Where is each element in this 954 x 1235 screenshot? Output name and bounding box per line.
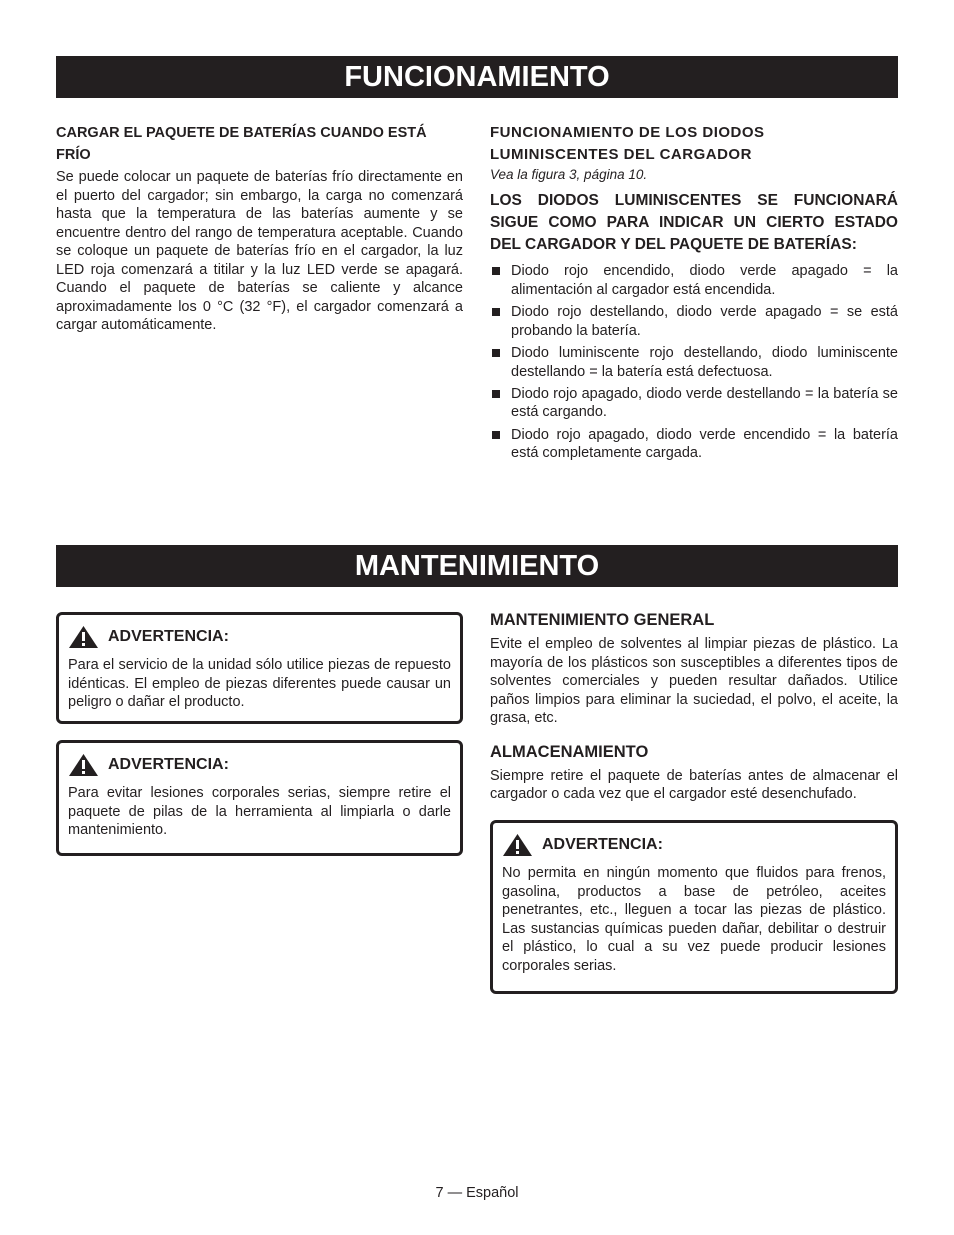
list-item: [490, 262, 898, 299]
bullet-square-icon: [492, 431, 500, 439]
warning-text: No permita en ningún momento que fluidos para frenos, gasolina, productos a base de petróleo, aceites penetrantes, etc., lleguen a tocar las piezas de plástico. Las sustancias químicas pueden dañar, debilitar o destruir el plástico, lo cual a su vez puede producir lesiones corporales serias.: [502, 865, 886, 974]
led-status-list: [490, 262, 898, 463]
warning-triangle-icon: [502, 833, 533, 857]
warning-header: [68, 625, 451, 649]
warning-title: ADVERTENCIA:: [542, 836, 663, 853]
bullet-square-icon: [492, 349, 500, 357]
storage-heading: ALMACENAMIENTO: [490, 742, 649, 761]
cold-battery-heading: CARGAR EL PAQUETE DE BATERÍAS CUANDO ESTÁ FRÍO: [56, 125, 427, 163]
bullet-square-icon: [492, 267, 500, 275]
led-column: [490, 122, 898, 467]
bullet-square-icon: [492, 308, 500, 316]
led-heading: FUNCIONAMIENTO DE LOS DIODOS LUMINISCENTES DEL CARGADOR: [490, 124, 765, 163]
warning-box-cleaning: [56, 740, 463, 856]
list-item: [490, 303, 898, 340]
warning-box-fluids: [490, 820, 898, 994]
section-banner-mantenimiento: MANTENIMIENTO: [56, 545, 898, 587]
cold-battery-column: [56, 122, 463, 335]
warning-title: ADVERTENCIA:: [108, 628, 229, 645]
bullet-square-icon: [492, 390, 500, 398]
led-caps-intro: LOS DIODOS LUMINISCENTES SE FUNCIONARÁ SIGUE COMO PARA INDICAR UN CIERTO ESTADO DEL CARGADOR Y DEL PAQUETE DE BATERÍAS:: [490, 192, 898, 253]
list-item: [490, 426, 898, 463]
warning-text: Para evitar lesiones corporales serias, siempre retire el paquete de pilas de la herramienta al limpiarla o darle mantenimiento.: [68, 785, 451, 838]
page-footer: 7 — Español: [435, 1185, 519, 1201]
warning-title: ADVERTENCIA:: [108, 756, 229, 773]
warning-box-parts: [56, 612, 463, 724]
warning-text: Para el servicio de la unidad sólo utilice piezas de repuesto idénticas. El empleo de piezas diferentes puede causar un peligro o dañar el producto.: [68, 657, 451, 710]
warning-triangle-icon: [68, 625, 99, 649]
warning-header: [502, 833, 886, 857]
list-item: [490, 385, 898, 422]
list-item-text: Diodo rojo apagado, diodo verde destellando = la batería se está cargando.: [511, 385, 898, 421]
cold-battery-body: Se puede colocar un paquete de baterías frío directamente en el puerto del cargador; sin embargo, la carga no comenzará hasta que la temperatura de las baterías aumente y se encuentre dentro del rango de temperatura aceptable. Cuando se coloque un paquete de baterías frío en el cargador, la luz LED roja comenzará a titilar y la luz LED verde se apagará. Cuando el paquete de baterías se caliente y alcance aproximadamente los 0 °C (32 °F), el cargador comenzará a cargar automáticamente.: [56, 169, 463, 333]
warning-header: [68, 753, 451, 777]
list-item-text: Diodo luminiscente rojo destellando, diodo luminiscente destellando = la batería está defectuosa.: [511, 344, 898, 380]
list-item-text: Diodo rojo encendido, diodo verde apagado = la alimentación al cargador está encendida.: [511, 263, 898, 298]
section-banner-funcionamiento: FUNCIONAMIENTO: [56, 56, 898, 98]
list-item: [490, 344, 898, 381]
storage-body: Siempre retire el paquete de baterías antes de almacenar el cargador o cada vez que el cargador esté desenchufado.: [490, 767, 898, 802]
list-item-text: Diodo rojo destellando, diodo verde apagado = se está probando la batería.: [511, 303, 898, 339]
list-item-text: Diodo rojo apagado, diodo verde encendido = la batería está completamente cargada.: [511, 426, 898, 462]
figure-reference: Vea la figura 3, página 10.: [490, 167, 648, 182]
maintenance-right-column: [490, 609, 898, 804]
warning-triangle-icon: [68, 753, 99, 777]
general-maintenance-heading: MANTENIMIENTO GENERAL: [490, 611, 715, 629]
general-maintenance-body: Evite el empleo de solventes al limpiar piezas de plástico. La mayoría de los plásticos son susceptibles a diferentes tipos de solventes comerciales y pueden resultar dañados. Utilice paños limpios para eliminar la suciedad, el polvo, el aceite, la grasa, etc.: [490, 636, 898, 726]
